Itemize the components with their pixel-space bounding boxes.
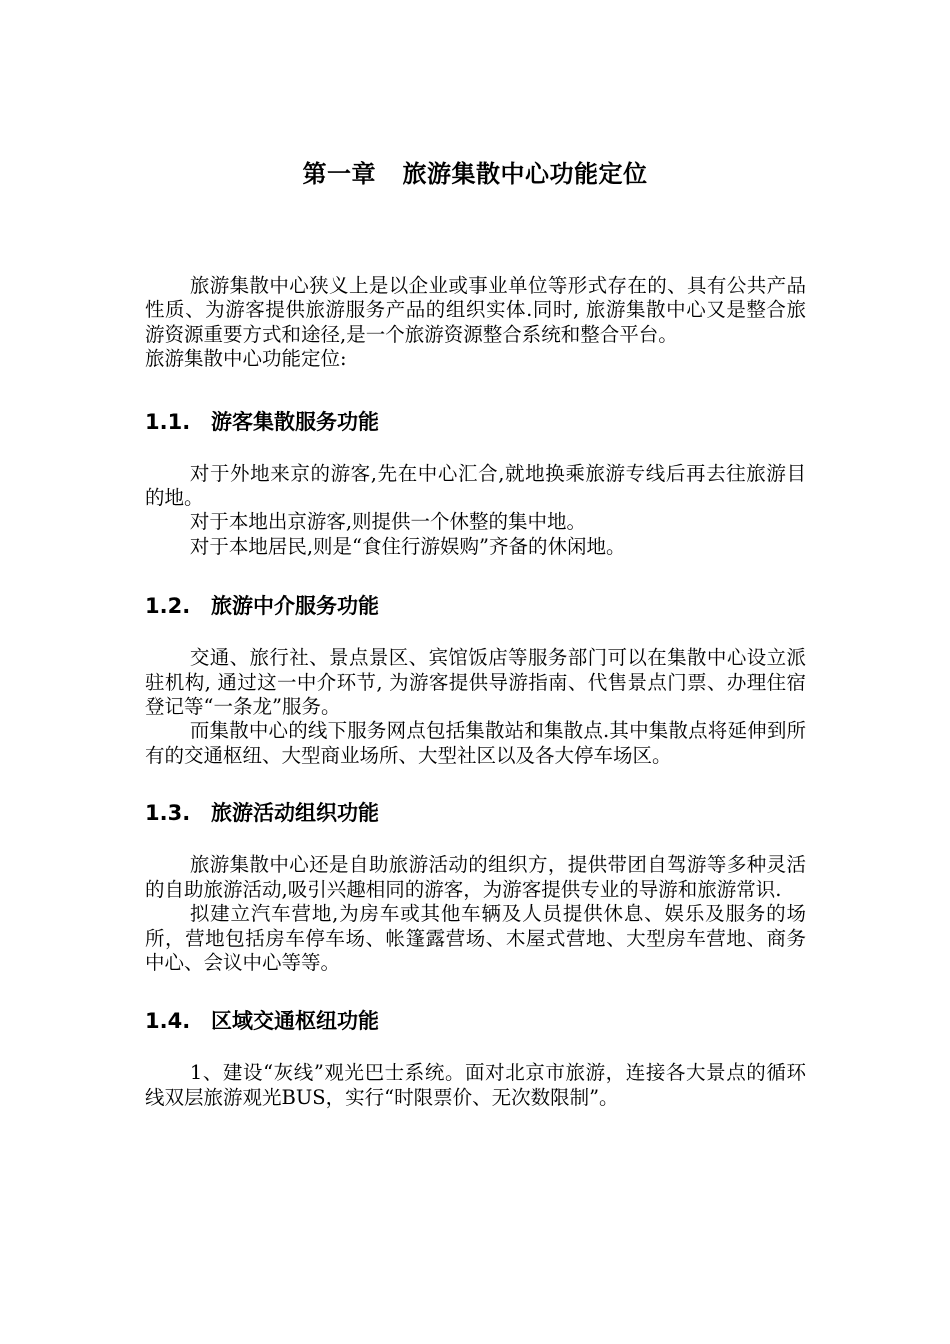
intro-paragraph: 旅游集散中心狭义上是以企业或事业单位等形式存在的、具有公共产品性质、为游客提供旅游服务产品的组织实体.同时, 旅游集散中心又是整合旅游资源重要方式和途径,是一个旅游资源整合系统和整合平台。 xyxy=(145,274,806,346)
section-1-1-paragraph: 对于外地来京的游客,先在中心汇合,就地换乘旅游专线后再去往旅游目的地。 xyxy=(145,461,806,510)
section-heading-1-2 xyxy=(145,592,806,620)
section-title: 旅游中介服务功能 xyxy=(211,594,379,619)
section-title: 区域交通枢纽功能 xyxy=(211,1009,379,1034)
document-body xyxy=(145,274,806,1110)
section-1-1-paragraph: 对于本地出京游客,则提供一个休整的集中地。 xyxy=(189,510,587,534)
section-number: 1.2. xyxy=(145,594,191,619)
section-number: 1.4. xyxy=(145,1009,191,1034)
section-1-2-paragraph: 而集散中心的线下服务网点包括集散站和集散点.其中集散点将延伸到所有的交通枢纽、大型商业场所、大型社区以及各大停车场区。 xyxy=(145,719,806,767)
section-number: 1.3. xyxy=(145,801,191,826)
section-heading-1-1 xyxy=(145,408,806,436)
section-title: 游客集散服务功能 xyxy=(211,409,379,434)
chapter-title: 第一章 旅游集散中心功能定位 xyxy=(302,160,648,188)
section-heading-1-4 xyxy=(145,1007,806,1035)
section-title: 旅游活动组织功能 xyxy=(211,801,379,826)
section-1-2-paragraph: 交通、旅行社、景点景区、宾馆饭店等服务部门可以在集散中心设立派驻机构, 通过这一中介环节, 为游客提供导游指南、代售景点门票、办理住宿登记等“一条龙”服务。 xyxy=(145,646,806,719)
section-1-3-paragraph: 拟建立汽车营地,为房车或其他车辆及人员提供休息、娱乐及服务的场所，营地包括房车停车场、帐篷露营场、木屋式营地、大型房车营地、商务中心、会议中心等等。 xyxy=(145,902,806,974)
section-heading-1-3 xyxy=(145,799,806,827)
section-1-3-paragraph: 旅游集散中心还是自助旅游活动的组织方，提供带团自驾游等多种灵活的自助旅游活动,吸引兴趣相同的游客，为游客提供专业的导游和旅游常识. xyxy=(145,853,806,901)
section-1-1-paragraph: 对于本地居民,则是“食住行游娱购”齐备的休闲地。 xyxy=(189,534,626,558)
section-number: 1.1. xyxy=(145,409,191,434)
section-1-4-paragraph: 1、建设“灰线”观光巴士系统。面对北京市旅游，连接各大景点的循环线双层旅游观光BUS，实行“时限票价、无次数限制”。 xyxy=(145,1061,806,1109)
intro-lead: 旅游集散中心功能定位: xyxy=(145,347,347,371)
